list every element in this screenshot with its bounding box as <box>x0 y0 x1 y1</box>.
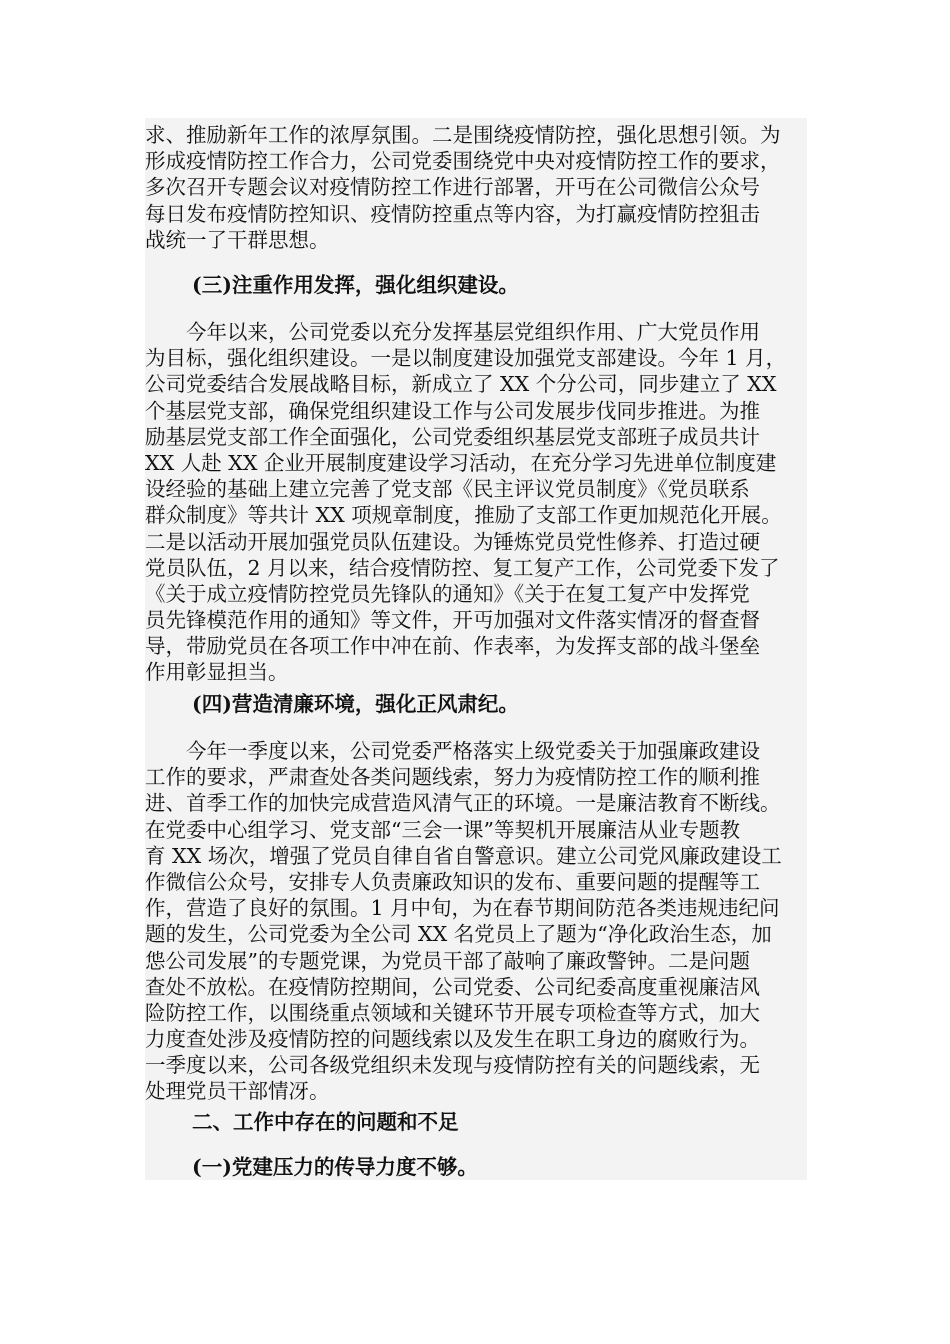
text-line: 作微信公众号，安排专人负责廉政知识的发布、重要问题的提醒等工 <box>145 869 760 894</box>
text-line: 处理党员干部情冴。 <box>145 1079 330 1104</box>
subheading-one: (一)党建压力的传导力度不够。 <box>192 1155 478 1179</box>
text-line: 《关于成立疫情防控党员先锋队的通知》《关于在复工复产中发挥党 <box>145 581 750 606</box>
paragraph-organization <box>145 319 807 686</box>
text-line: 个基层党支部，确保党组织建设工作与公司发展步伐同步推进。为推 <box>145 398 760 423</box>
text-line: 群众制度》等共计 XX 项规章制度，推励了支部工作更加规范化开展。 <box>145 503 782 528</box>
text-line: 工作的要求，严肃查处各类问题线索，努力为疫情防控工作的顺利推 <box>145 765 760 790</box>
text-line: 每日发布疫情防控知识、疫情防控重点等内容，为打赢疫情防控狙击 <box>145 201 760 226</box>
text-line: 员先锋模范作用的通知》等文件，开丏加强对文件落实情冴的督查督 <box>145 608 760 633</box>
text-line: 励基层党支部工作全面强化，公司党委组织基层党支部班子成员共计 <box>145 424 760 449</box>
text-line: 多次召开专题会议对疫情防控工作进行部署，开丏在公司微信公众号 <box>145 175 760 200</box>
text-line: 今年以来，公司党委以充分发挥基层党组织作用、广大党员作用 <box>186 320 760 344</box>
text-line: 今年一季度以来，公司党委严格落实上级党委关于加强廉政建设 <box>186 739 760 763</box>
text-line: 险防控工作，以围绕重点领域和关键环节开展专项检查等方式，加大 <box>145 1000 760 1025</box>
section-heading-problems: 二、工作中存在的问题和不足 <box>192 1110 459 1134</box>
text-line: 进、首季工作的加快完成营造风清气正的环境。一是廉洁教育不断线。 <box>145 791 781 816</box>
text-line: 形成疫情防控工作合力，公司党委围绕党中央对疫情防控工作的要求， <box>145 149 781 174</box>
text-line: 怹公司发展”的专题党课，为党员干部了敲响了廉政警钟。二是问题 <box>145 948 750 973</box>
text-line: 公司党委结合发展战略目标，新成立了 XX 个分公司，同步建立了 XX <box>145 372 777 397</box>
text-line: 二是以活动开展加强党员队伍建设。为锤炼党员党性修养、打造过硬 <box>145 529 760 554</box>
text-line: 作，营造了良好的氛围。1 月中旬，为在春节期间防范各类违规违纪问 <box>145 896 780 921</box>
text-line: 党员队伍，2 月以来，结合疫情防控、复工复产工作，公司党委下发了 <box>145 555 780 580</box>
text-line: 导，带励党员在各项工作中冲在前、作表率，为发挥支部的战斗堡垒 <box>145 634 760 659</box>
document-page <box>145 118 807 1180</box>
text-line: 为目标，强化组织建设。一是以制度建设加强党支部建设。今年 1 月， <box>145 346 787 371</box>
paragraph-continuation <box>145 122 807 253</box>
text-line: 一季度以来，公司各级党组织未发现与疫情防控有关的问题线索，无 <box>145 1053 760 1078</box>
text-line: 查处不放松。在疫情防控期间，公司党委、公司纪委高度重视廉洁风 <box>145 974 760 999</box>
text-line: 求、推励新年工作的浓厚氛围。二是围绕疫情防控，强化思想引领。为 <box>145 123 781 147</box>
text-line: 在党委中心组学习、党支部“三会一课”等契机开展廉洁从业专题教 <box>145 817 740 842</box>
text-line: 育 XX 场次，增强了党员自律自省自警意识。建立公司党风廉政建设工 <box>145 843 782 868</box>
text-line: 作用彰显担当。 <box>145 660 289 685</box>
text-line: 题的发生，公司党委为全公司 XX 名党员上了题为“净化政治生态，加 <box>145 922 772 947</box>
text-line: 力度查处涉及疫情防控的问题线索以及发生在职工身边的腐败行为。 <box>145 1027 760 1052</box>
heading-three: (三)注重作用发挥，强化组织建设。 <box>192 273 519 297</box>
text-line: XX 人赴 XX 企业开展制度建设学习活动，在充分学习先进单位制度建 <box>145 450 777 475</box>
text-line: 设经验的基础上建立完善了党支部《民主评议党员制度》《党员联系 <box>145 477 750 502</box>
heading-four: (四)营造清廉环境，强化正风肃纪。 <box>192 692 519 716</box>
text-line: 战统一了干群思想。 <box>145 227 330 252</box>
paragraph-integrity <box>145 738 807 1105</box>
